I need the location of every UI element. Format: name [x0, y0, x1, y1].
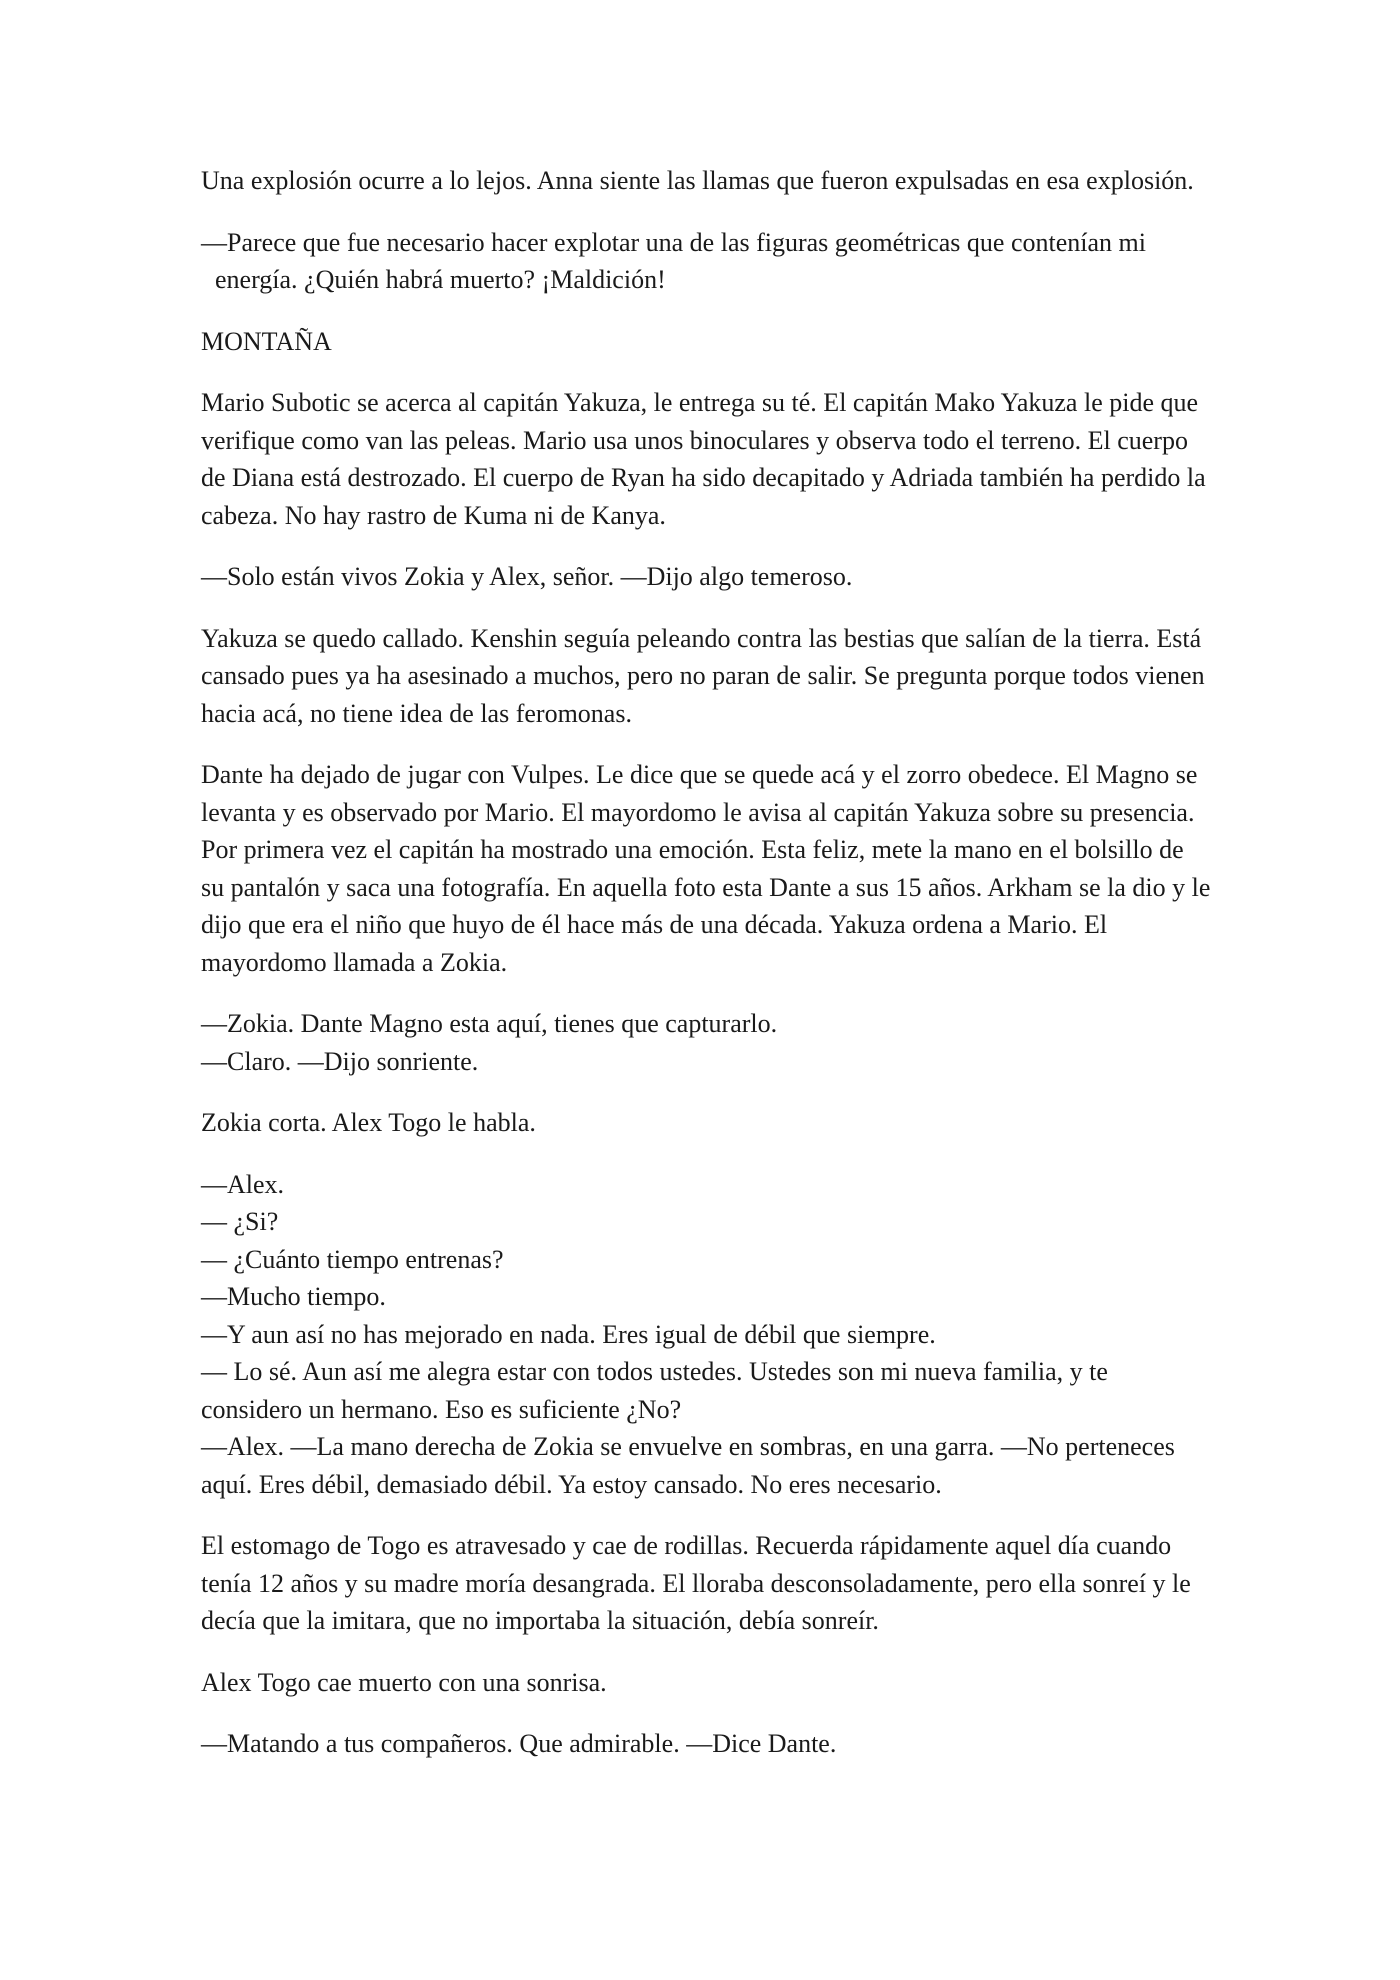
dialogue-line: —Alex.: [201, 1169, 285, 1199]
dialogue-line: —Mucho tiempo.: [201, 1282, 386, 1311]
dialogue-block-alex: [201, 1166, 1211, 1504]
document-body: [201, 162, 1211, 1787]
dialogue-line: — ¿Si?: [201, 1207, 279, 1236]
dialogue-anna: —Parece que fue necesario hacer explotar una de las figuras geométricas que contenían mi energía. ¿Quién habrá muerto? ¡Maldición!: [201, 227, 1146, 294]
dialogue-line: —Alex. —La mano derecha de Zokia se envuelve en sombras, en una garra. —No perteneces aquí. Eres débil, demasiado débil. Ya estoy cansado. No eres necesario.: [201, 1432, 1175, 1499]
paragraph-yakuza: Yakuza se quedo callado. Kenshin seguía peleando contra las bestias que salían de la tierra. Está cansado pues ya ha asesinado a muchos, pero no paran de salir. Se pregunta porque todos vienen hacia acá, no tiene idea de las feromonas.: [201, 623, 1205, 728]
paragraph-muerte: Alex Togo cae muerto con una sonrisa.: [201, 1667, 607, 1697]
paragraph-final: —Matando a tus compañeros. Que admirable. —Dice Dante.: [201, 1729, 837, 1758]
dialogue-line: — ¿Cuánto tiempo entrenas?: [201, 1244, 504, 1274]
dialogue-line: — Lo sé. Aun así me alegra estar con todos ustedes. Ustedes son mi nueva familia, y te considero un hermano. Eso es suficiente ¿No?: [201, 1357, 1108, 1424]
dialogue-mario: —Solo están vivos Zokia y Alex, señor. —Dijo algo temeroso.: [201, 562, 853, 591]
paragraph-dante: Dante ha dejado de jugar con Vulpes. Le dice que se quede acá y el zorro obedece. El Magno se levanta y es observado por Mario. El mayordomo le avisa al capitán Yakuza sobre su presencia. Por primera vez el capitán ha mostrado una emoción. Esta feliz, mete la mano en el bolsillo de su pantalón y saca una fotografía. En aquella foto esta Dante a sus 15 años. Arkham se la dio y le dijo que era el niño que huyo de él hace más de una década. Yakuza ordena a Mario. El mayordomo llamada a Zokia.: [201, 760, 1211, 977]
paragraph-explosion: Una explosión ocurre a lo lejos. Anna siente las llamas que fueron expulsadas en esa explosión.: [201, 166, 1194, 195]
paragraph-zokia-corta: Zokia corta. Alex Togo le habla.: [201, 1108, 536, 1137]
dialogue-line: —Zokia. Dante Magno esta aquí, tienes que capturarlo.: [201, 1009, 778, 1038]
paragraph-estomago: El estomago de Togo es atravesado y cae de rodillas. Recuerda rápidamente aquel día cuando tenía 12 años y su madre moría desangrada. El lloraba desconsoladamente, pero ella sonreí y le decía que la imitara, que no importaba la situación, debía sonreír.: [201, 1531, 1191, 1635]
dialogue-line: —Y aun así no has mejorado en nada. Eres igual de débil que siempre.: [201, 1319, 936, 1349]
paragraph-mario: Mario Subotic se acerca al capitán Yakuza, le entrega su té. El capitán Mako Yakuza le pide que verifique como van las peleas. Mario usa unos binoculares y observa todo el terreno. El cuerpo de Diana está destrozado. El cuerpo de Ryan ha sido decapitado y Adriada también ha perdido la cabeza. No hay rastro de Kuma ni de Kanya.: [201, 388, 1206, 530]
dialogue-line: —Claro. —Dijo sonriente.: [201, 1046, 479, 1076]
section-heading: MONTAÑA: [201, 326, 332, 356]
dialogue-block-zokia: [201, 1005, 1211, 1080]
